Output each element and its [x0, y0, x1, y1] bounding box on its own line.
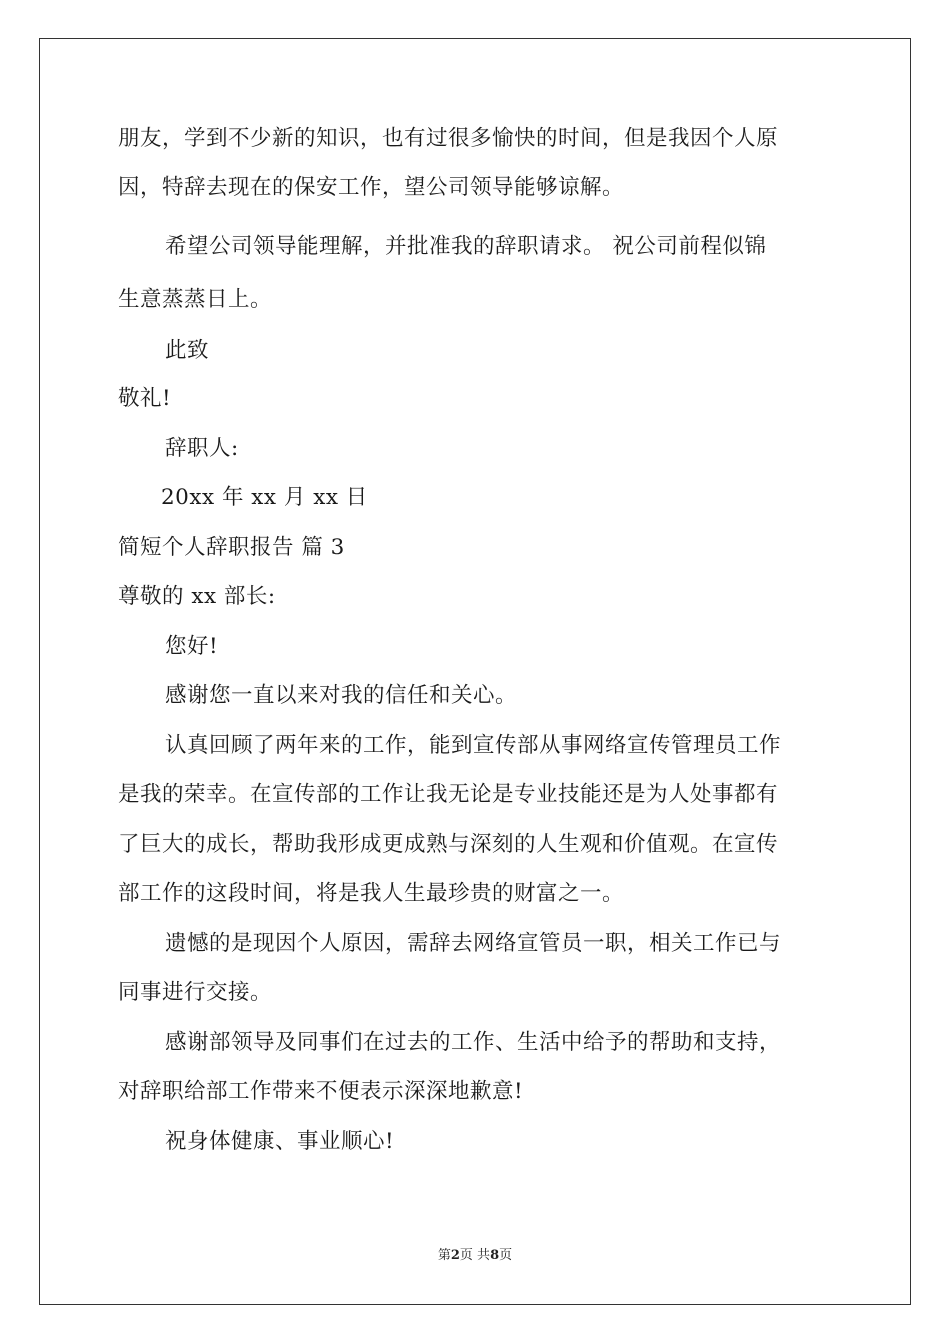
text-line: 生意蒸蒸日上。	[118, 287, 273, 312]
text-line: 认真回顾了两年来的工作，能到宣传部从事网络宣传管理员工作	[165, 733, 782, 758]
salutation: 尊敬的 xx 部长:	[118, 584, 276, 609]
text-line: 感谢您一直以来对我的信任和关心。	[165, 683, 518, 708]
text-line: 敬礼!	[118, 386, 172, 411]
text-line: 辞职人:	[165, 436, 239, 461]
closing-wish: 祝身体健康、事业顺心!	[165, 1129, 395, 1154]
text-line: 了巨大的成长，帮助我形成更成熟与深刻的人生观和价值观。在宣传	[118, 832, 779, 857]
page-border	[39, 38, 911, 1305]
footer-mid: 页 共	[459, 1248, 491, 1263]
text-line: 是我的荣幸。在宣传部的工作让我无论是专业技能还是为人处事都有	[118, 782, 779, 807]
text-line: 朋友，学到不少新的知识，也有过很多愉快的时间，但是我因个人原	[118, 126, 779, 151]
footer-page-current: 2	[450, 1248, 460, 1263]
page-footer	[0, 1247, 950, 1265]
footer-prefix: 第	[437, 1248, 451, 1263]
text-line: 同事进行交接。	[118, 980, 273, 1005]
date-line: 20xx 年 xx 月 xx 日	[161, 485, 368, 510]
text-line: 对辞职给部工作带来不便表示深深地歉意!	[118, 1079, 524, 1104]
text-line: 部工作的这段时间，将是我人生最珍贵的财富之一。	[118, 881, 625, 906]
text-line: 感谢部领导及同事们在过去的工作、生活中给予的帮助和支持，	[165, 1030, 782, 1055]
text-line: 希望公司领导能理解，并批准我的辞职请求。 祝公司前程似锦	[165, 234, 767, 259]
greeting: 您好!	[165, 634, 219, 659]
footer-suffix: 页	[499, 1248, 513, 1263]
text-line: 遗憾的是现因个人原因，需辞去网络宣管员一职，相关工作已与	[165, 931, 782, 956]
footer-page-total: 8	[490, 1248, 500, 1263]
section-title: 简短个人辞职报告 篇 3	[118, 535, 345, 560]
text-line: 此致	[165, 338, 210, 363]
text-line: 因，特辞去现在的保安工作，望公司领导能够谅解。	[118, 175, 625, 200]
